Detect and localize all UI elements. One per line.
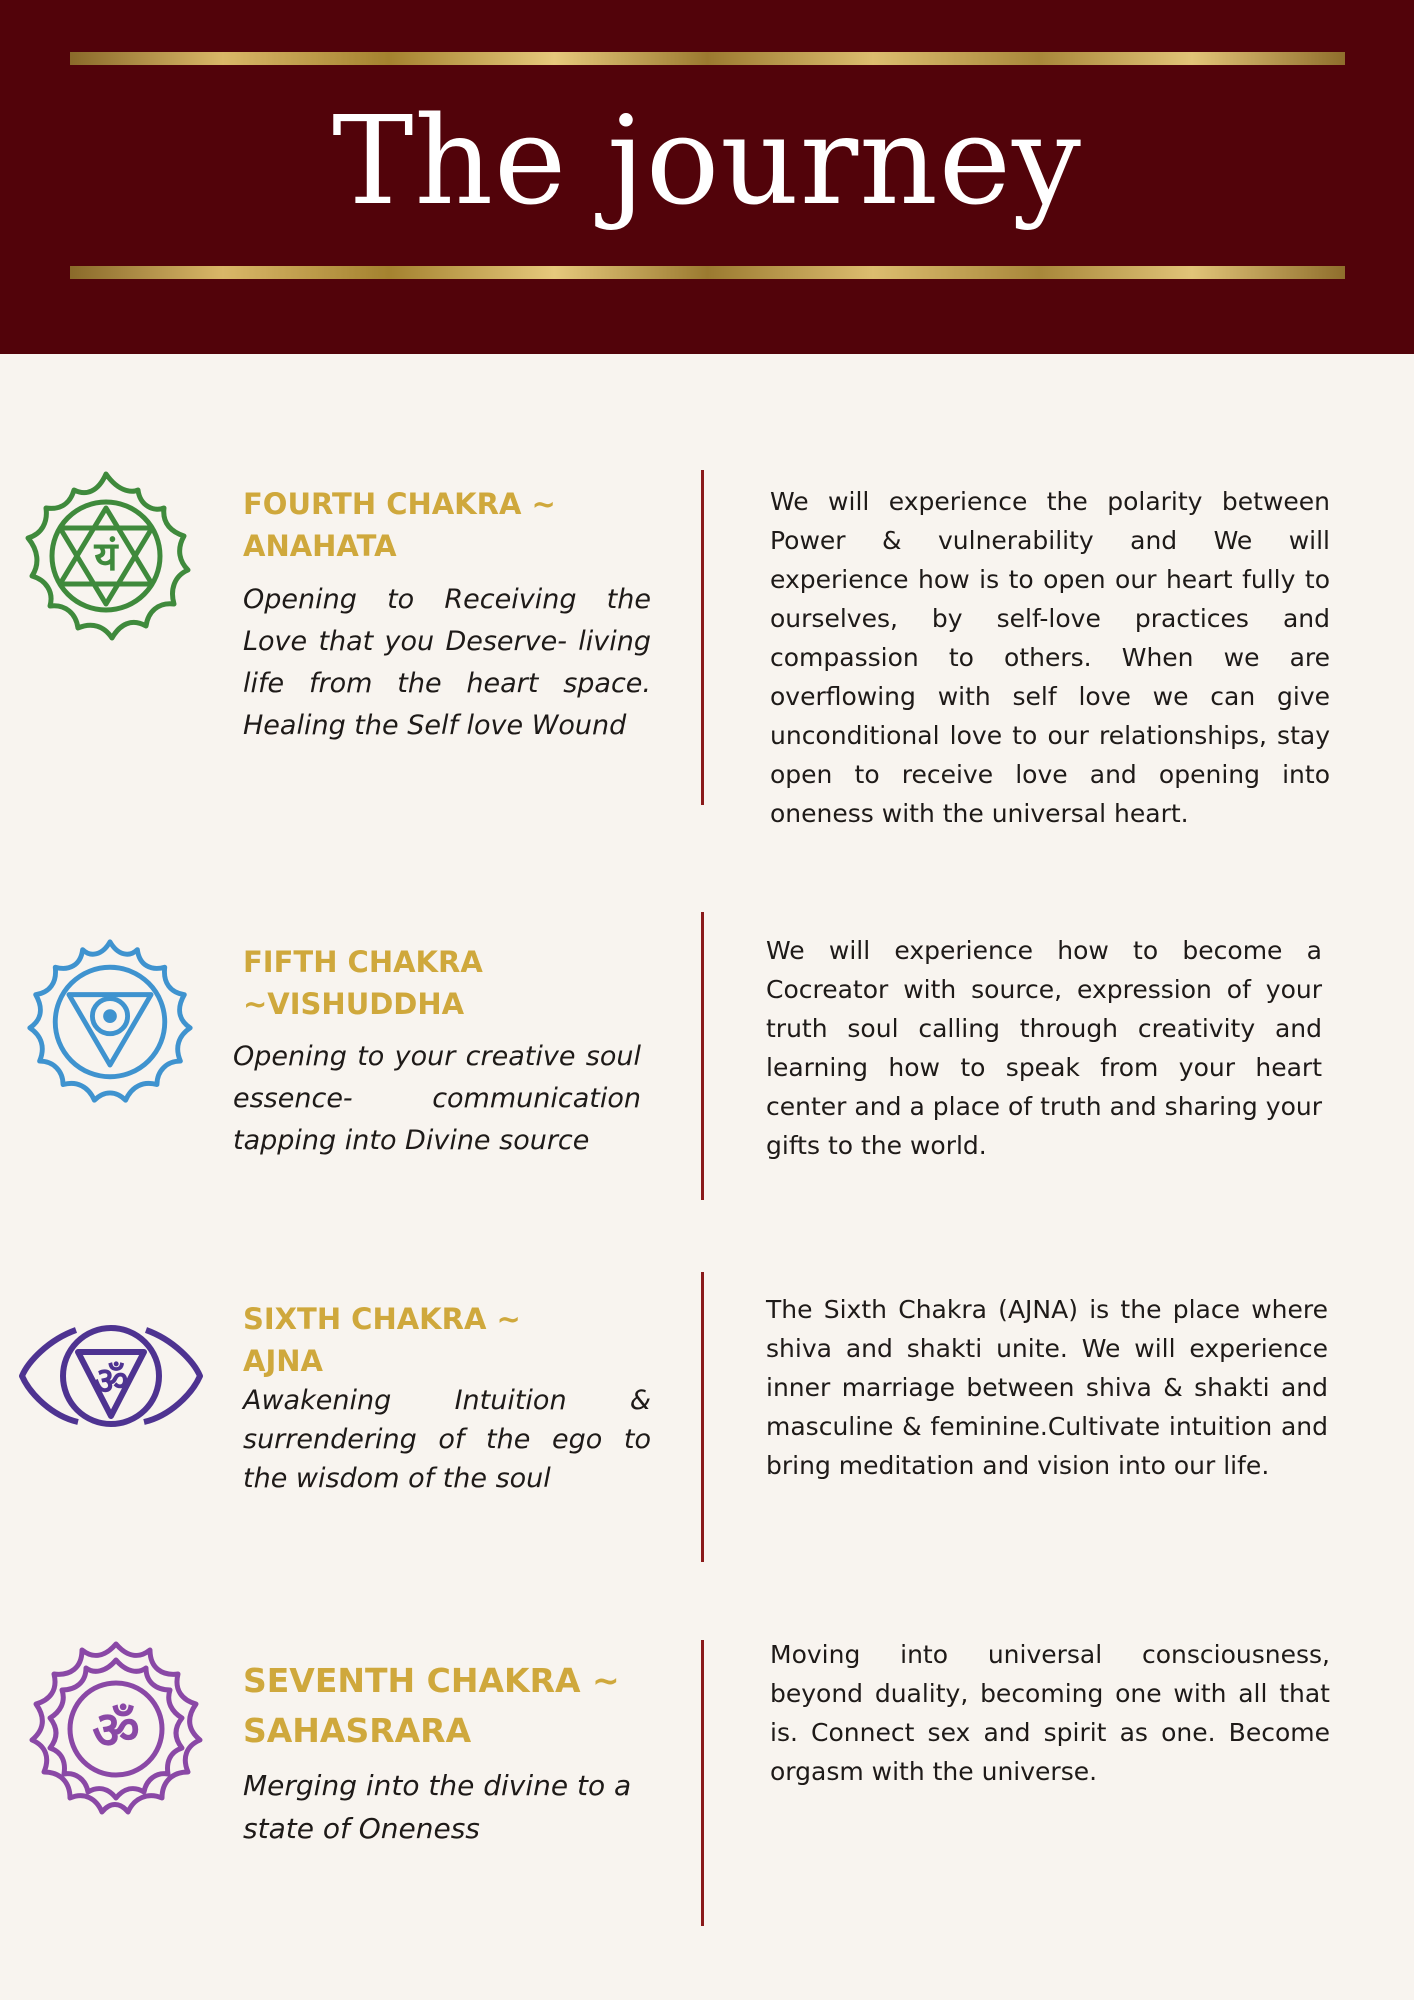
description-sixth: The Sixth Chakra (AJNA) is the place where shiva and shakti unite. We will experience inner marriage between shiva & shakti and masculine & feminine.Cultivate intuition and bring meditation and vision into our life. bbox=[766, 1295, 1328, 1480]
divider-fifth bbox=[701, 912, 704, 1200]
description-seventh: Moving into universal consciousness, beyond duality, becoming one with all that is. Connect sex and spirit as one. Become orgasm with the universe. bbox=[770, 1640, 1330, 1786]
gold-line-bottom bbox=[70, 266, 1345, 279]
divider-sixth bbox=[701, 1272, 704, 1562]
chakra-subtitle-sixth: Awakening Intuition & surrendering of the ego to the wisdom of the soul bbox=[243, 1385, 651, 1495]
chakra-subtitle-seventh: Merging into the divine to a state of Oneness bbox=[243, 1769, 632, 1846]
chakra-name-line1: SEVENTH CHAKRA ~ bbox=[243, 1661, 620, 1700]
chakra-name-line1: FIFTH CHAKRA bbox=[243, 945, 483, 979]
header-banner bbox=[0, 0, 1414, 354]
page-title: The journey bbox=[332, 90, 1082, 232]
third-eye-chakra-icon bbox=[18, 1310, 204, 1440]
chakra-name-line1: FOURTH CHAKRA ~ bbox=[243, 487, 556, 521]
chakra-name-fifth bbox=[243, 941, 663, 1025]
chakra-subtitle-fourth: Opening to Receiving the Love that you Deserve- living life from the heart space. Healing the Self love Wound bbox=[243, 584, 651, 741]
divider-seventh bbox=[701, 1640, 704, 1926]
chakra-name-fourth bbox=[243, 483, 663, 567]
crown-chakra-icon bbox=[26, 1638, 206, 1820]
chakra-subtitle-fifth: Opening to your creative soul essence- communication tapping into Divine source bbox=[233, 1041, 641, 1156]
chakra-name-seventh bbox=[243, 1656, 663, 1757]
heart-chakra-icon bbox=[16, 466, 196, 646]
throat-chakra-icon bbox=[22, 934, 198, 1110]
description-fifth: We will experience how to become a Cocreator with source, expression of your truth soul calling through creativity and learning how to speak from your heart center and a place of truth and sharing your gifts to the world. bbox=[766, 936, 1322, 1160]
chakra-name-line2: ~VISHUDDHA bbox=[243, 987, 465, 1022]
chakra-name-line1: SIXTH CHAKRA ~ bbox=[243, 1302, 521, 1336]
crown-chakra-letter: ॐ bbox=[92, 1701, 140, 1761]
divider-fourth bbox=[701, 470, 704, 805]
chakra-name-line2: ANAHATA bbox=[243, 529, 397, 564]
chakra-name-line2: AJNA bbox=[243, 1344, 323, 1379]
chakra-name-sixth bbox=[243, 1298, 663, 1382]
chakra-name-line2: SAHASRARA bbox=[243, 1711, 472, 1751]
third-eye-letter: ॐ bbox=[93, 1359, 129, 1403]
heart-chakra-letter: यं bbox=[94, 534, 118, 580]
gold-line-top bbox=[70, 52, 1345, 65]
description-fourth: We will experience the polarity between Power & vulnerability and We will experience how is to open our heart fully to ourselves, by self-love practices and compassion to others. When we are overflowing with self love we can give unconditional love to our relationships, stay open to receive love and opening into oneness with the universal heart. bbox=[770, 487, 1330, 828]
